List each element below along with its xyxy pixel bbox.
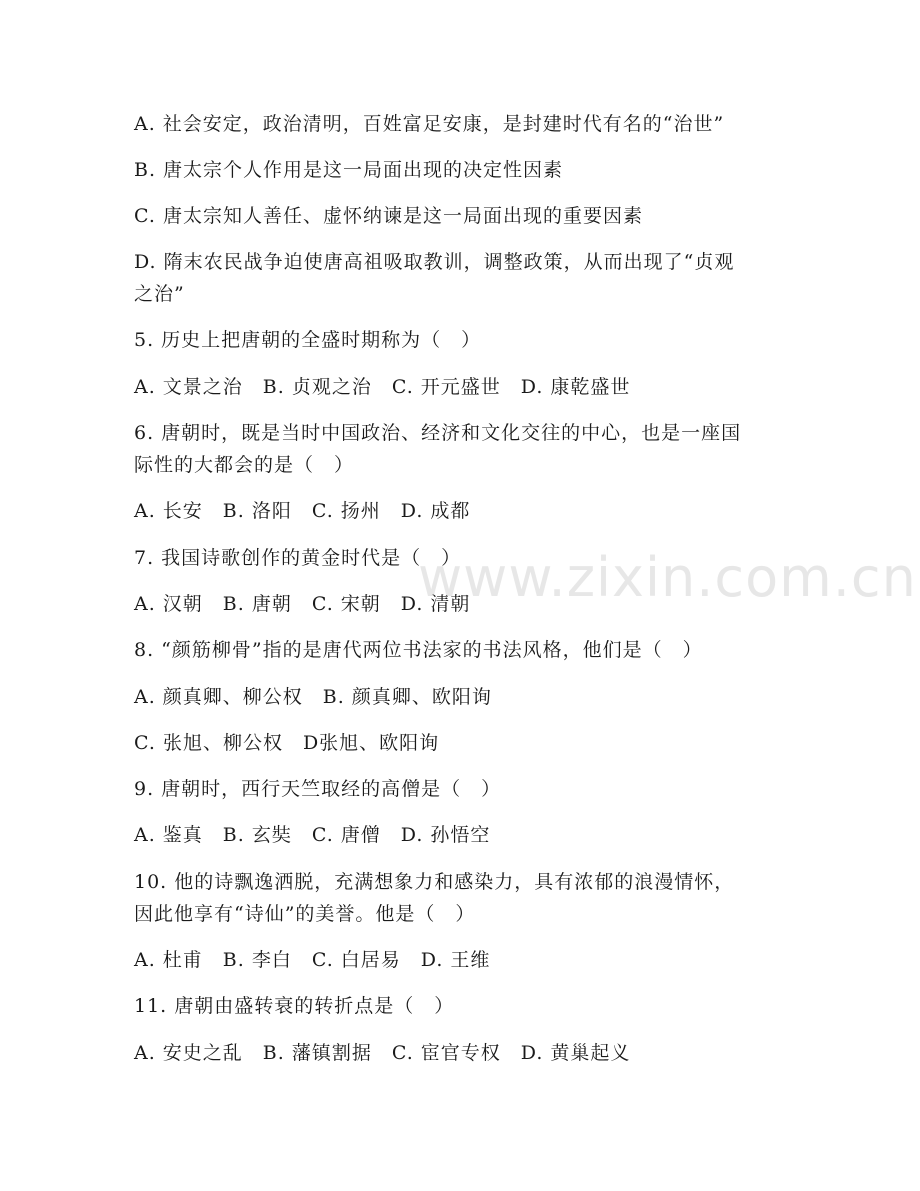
options-9: A. 鉴真 B. 玄奘 C. 唐僧 D. 孙悟空: [134, 824, 491, 846]
question-5: 5. 历史上把唐朝的全盛时期称为（ ）: [134, 329, 482, 351]
options-8-ab: A. 颜真卿、柳公权 B. 颜真卿、欧阳询: [134, 686, 492, 708]
option-4c: C. 唐太宗知人善任、虚怀纳谏是这一局面出现的重要因素: [134, 205, 643, 227]
option-4d-continued: 之治”: [134, 283, 185, 305]
question-7: 7. 我国诗歌创作的黄金时代是（ ）: [134, 547, 462, 569]
question-10: 10. 他的诗飘逸洒脱，充满想象力和感染力，具有浓郁的浪漫情怀，: [134, 871, 735, 893]
question-6: 6. 唐朝时，既是当时中国政治、经济和文化交往的中心，也是一座国: [134, 422, 742, 444]
question-8: 8. “颜筋柳骨”指的是唐代两位书法家的书法风格，他们是（ ）: [134, 639, 703, 661]
options-6: A. 长安 B. 洛阳 C. 扬州 D. 成都: [134, 500, 471, 522]
question-10-continued: 因此他享有“诗仙”的美誉。他是（ ）: [134, 903, 476, 925]
options-8-cd: C. 张旭、柳公权 D张旭、欧阳询: [134, 732, 440, 754]
option-4d: D. 隋末农民战争迫使唐高祖吸取教训，调整政策，从而出现了“贞观: [134, 251, 735, 273]
options-7: A. 汉朝 B. 唐朝 C. 宋朝 D. 清朝: [134, 593, 471, 615]
options-11: A. 安史之乱 B. 藩镇割据 C. 宦官专权 D. 黄巢起义: [134, 1042, 631, 1064]
watermark: www.zixin.com.cn: [418, 546, 917, 609]
options-5: A. 文景之治 B. 贞观之治 C. 开元盛世 D. 康乾盛世: [134, 376, 631, 398]
question-6-continued: 际性的大都会的是（ ）: [134, 454, 355, 476]
option-4b: B. 唐太宗个人作用是这一局面出现的决定性因素: [134, 159, 564, 181]
question-9: 9. 唐朝时，西行天竺取经的高僧是（ ）: [134, 778, 502, 800]
question-11: 11. 唐朝由盛转衰的转折点是（ ）: [134, 995, 455, 1017]
option-4a: A. 社会安定，政治清明，百姓富足安康，是封建时代有名的“治世”: [134, 113, 725, 135]
options-10: A. 杜甫 B. 李白 C. 白居易 D. 王维: [134, 949, 491, 971]
